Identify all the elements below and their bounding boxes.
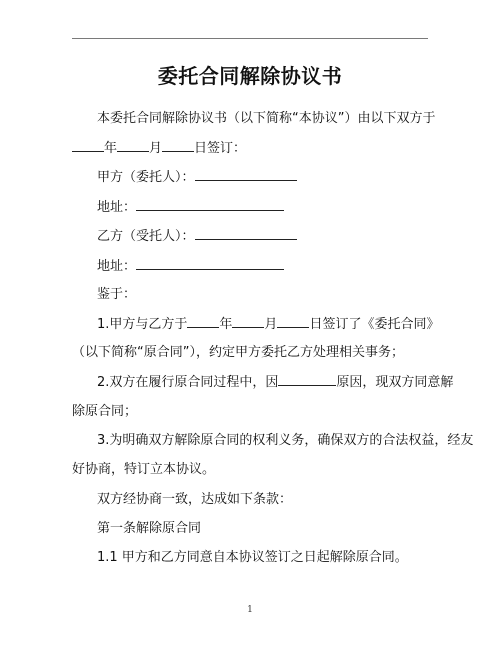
month-blank — [117, 139, 149, 152]
whereas-item-1-month: 月 — [264, 317, 278, 332]
intro-month: 月 — [149, 141, 163, 156]
whereas-label: 鉴于： — [97, 287, 137, 302]
whereas-item-1-line-1 — [97, 315, 439, 334]
whereas-item-3-line-2: 好协商，特订立本协议。 — [72, 462, 216, 477]
item1-month-blank — [232, 315, 264, 328]
intro-day-signed: 日签订： — [194, 141, 247, 156]
party-b-address-line — [97, 257, 284, 276]
party-b-label: 乙方（受托人）： — [97, 229, 195, 244]
header-rule — [72, 38, 428, 39]
whereas-item-1-end: 日签订了《委托合同》 — [309, 317, 440, 332]
intro-line-1 — [97, 110, 435, 128]
whereas-item-2-start: 2.双方在履行原合同过程中，因 — [97, 375, 279, 390]
party-a-line — [97, 168, 297, 187]
page-number: 1 — [247, 605, 253, 615]
clause-1-1: 1.1 甲方和乙方同意自本协议签订之日起解除原合同。 — [97, 550, 408, 565]
intro-line-2 — [72, 139, 246, 158]
party-b-address-blank — [136, 257, 284, 270]
party-a-address-blank — [136, 198, 284, 211]
party-b-address-label: 地址： — [97, 259, 137, 274]
whereas-item-2-line-1 — [97, 373, 453, 392]
year-blank — [72, 139, 104, 152]
whereas-item-1-year: 年 — [219, 317, 233, 332]
intro-year: 年 — [104, 141, 118, 156]
whereas-item-1-line-2: （以下简称“原合同”），约定甲方委托乙方处理相关事务； — [72, 345, 404, 360]
article-1-title: 第一条解除原合同 — [97, 521, 202, 536]
party-b-line — [97, 227, 297, 246]
party-b-blank — [195, 227, 297, 240]
party-a-address-line — [97, 198, 284, 217]
item1-day-blank — [277, 315, 309, 328]
day-blank — [162, 139, 194, 152]
intro-text: 本委托合同解除协议书（以下简称“本协议”）由以下双方于 — [97, 111, 436, 126]
whereas-item-2-line-2: 除原合同； — [72, 404, 138, 419]
item1-year-blank — [187, 315, 219, 328]
whereas-item-2-end: 原因，现双方同意解 — [336, 375, 454, 390]
document-title: 委托合同解除协议书 — [157, 64, 343, 88]
party-a-address-label: 地址： — [97, 200, 137, 215]
party-a-blank — [195, 168, 297, 181]
whereas-item-3-line-1: 3.为明确双方解除原合同的权利义务，确保双方的合法权益，经友 — [97, 433, 474, 448]
agreement-intro: 双方经协商一致，达成如下条款： — [97, 492, 293, 507]
party-a-label: 甲方（委托人）： — [97, 170, 195, 185]
item2-reason-blank — [278, 373, 336, 386]
whereas-item-1-start: 1.甲方与乙方于 — [97, 317, 188, 332]
